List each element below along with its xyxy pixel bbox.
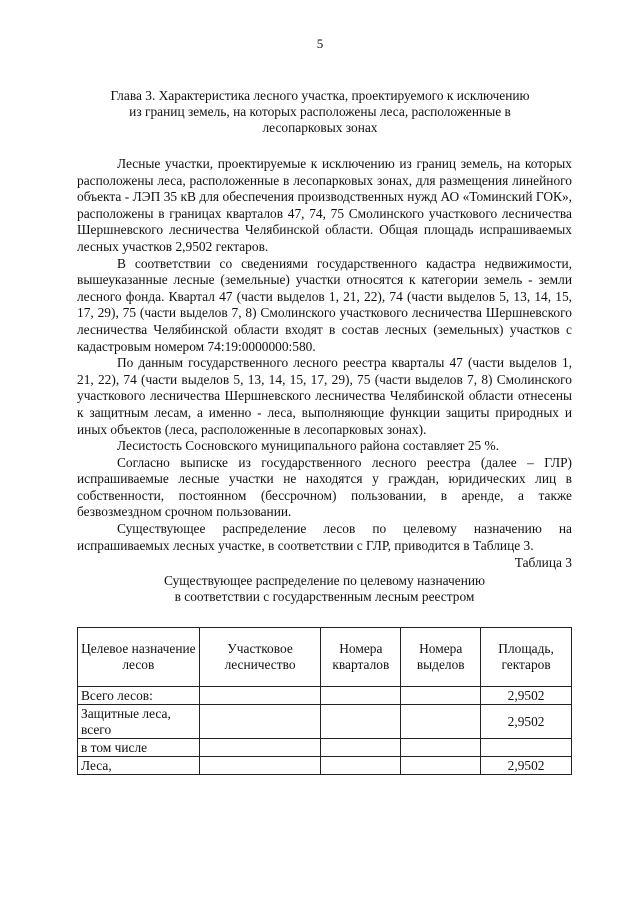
chapter-heading-line: из границ земель, на которых расположены леса, расположенные в xyxy=(129,104,511,119)
table-cell xyxy=(321,757,401,775)
table-row xyxy=(78,687,572,705)
table-cell: 2,9502 xyxy=(481,705,572,739)
table-cell xyxy=(199,739,321,757)
table-cell xyxy=(401,739,481,757)
table-title-line: Существующее распределение по целевому назначению xyxy=(163,572,486,588)
table-cell: Защитные леса, всего xyxy=(78,705,200,739)
table-cell xyxy=(321,687,401,705)
column-header-purpose: Целевое назначение лесов xyxy=(78,628,200,687)
column-header-quarters: Номера кварталов xyxy=(321,628,401,687)
table-row xyxy=(78,757,572,775)
table-cell xyxy=(321,705,401,739)
table-cell xyxy=(199,757,321,775)
table-cell: 2,9502 xyxy=(481,687,572,705)
document-body xyxy=(77,156,572,775)
table-title-line: в соответствии с государственным лесным реестром xyxy=(174,589,475,605)
column-header-allotments: Номера выделов xyxy=(401,628,481,687)
table-cell: 2,9502 xyxy=(481,757,572,775)
table-cell: Всего лесов: xyxy=(78,687,200,705)
table-title xyxy=(77,573,572,606)
table-row xyxy=(78,705,572,739)
table-cell xyxy=(199,687,321,705)
paragraph: Лесные участки, проектируемые к исключению из границ земель, на которых расположены леса, расположенные в лесопарковых зонах, для размещения линейного объекта - ЛЭП 35 кВ для обеспечения производственных нужд АО «Томинский ГОК», расположены в границах кварталов 47, 74, 75 Смолинского участкового лесничества Шершневского лесничества Челябинской области. Общая площадь испрашиваемых лесных участков 2,9502 гектаров. xyxy=(77,156,572,254)
table-header-row xyxy=(78,628,572,687)
table-cell xyxy=(199,705,321,739)
column-header-area: Площадь, гектаров xyxy=(481,628,572,687)
paragraph: Лесистость Сосновского муниципального района составляет 25 %. xyxy=(117,438,500,454)
table-cell xyxy=(481,739,572,757)
table-cell: в том числе xyxy=(78,739,200,757)
table-cell xyxy=(401,687,481,705)
page-number: 5 xyxy=(316,36,324,51)
chapter-heading-line: Глава 3. Характеристика лесного участка, проектируемого к исключению xyxy=(110,88,530,103)
table-cell xyxy=(401,705,481,739)
chapter-heading xyxy=(70,88,570,136)
table-cell: Леса, xyxy=(78,757,200,775)
paragraph: В соответствии со сведениями государственного кадастра недвижимости, вышеуказанные лесные (земельные) участки относятся к категории земель - земли лесного фонда. Квартал 47 (части выделов 1, 21, 22), 74 (части выделов 5, 13, 14, 15, 17, 29), 75 (части выделов 7, 8) Смолинского участкового лесничества Шершневского лесничества Челябинской области входят в состав лесных (земельных) участков с кадастровым номером 74:19:0000000:580. xyxy=(77,255,572,354)
table-caption: Таблица 3 xyxy=(514,555,572,571)
table-row xyxy=(78,739,572,757)
paragraph: Существующее распределение лесов по целевому назначению на испрашиваемых лесных участке, в соответствии с ГЛР, приводится в Таблице 3. xyxy=(77,521,572,553)
paragraph: Согласно выписке из государственного лесного реестра (далее – ГЛР) испрашиваемые лесные участки не находятся у граждан, юридических лиц в собственности, постоянном (бессрочном) пользовании, в аренде, а также безвозмездном срочном пользовании. xyxy=(77,454,572,520)
paragraph: По данным государственного лесного реестра кварталы 47 (части выделов 1, 21, 22), 74 (части выделов 5, 13, 14, 15, 17, 29), 75 (части выделов 7, 8) Смолинского участкового лесничества Шершневского лесничества Челябинской области отнесены к защитным лесам, а именно - леса, выполняющие функции защиты природных и иных объектов (леса, расположенные в лесопарковых зонах). xyxy=(77,355,572,437)
forest-distribution-table xyxy=(77,627,572,775)
table-cell xyxy=(321,739,401,757)
chapter-heading-line: лесопарковых зонах xyxy=(262,120,378,135)
column-header-forestry: Участковое лесничество xyxy=(199,628,321,687)
table-cell xyxy=(401,757,481,775)
